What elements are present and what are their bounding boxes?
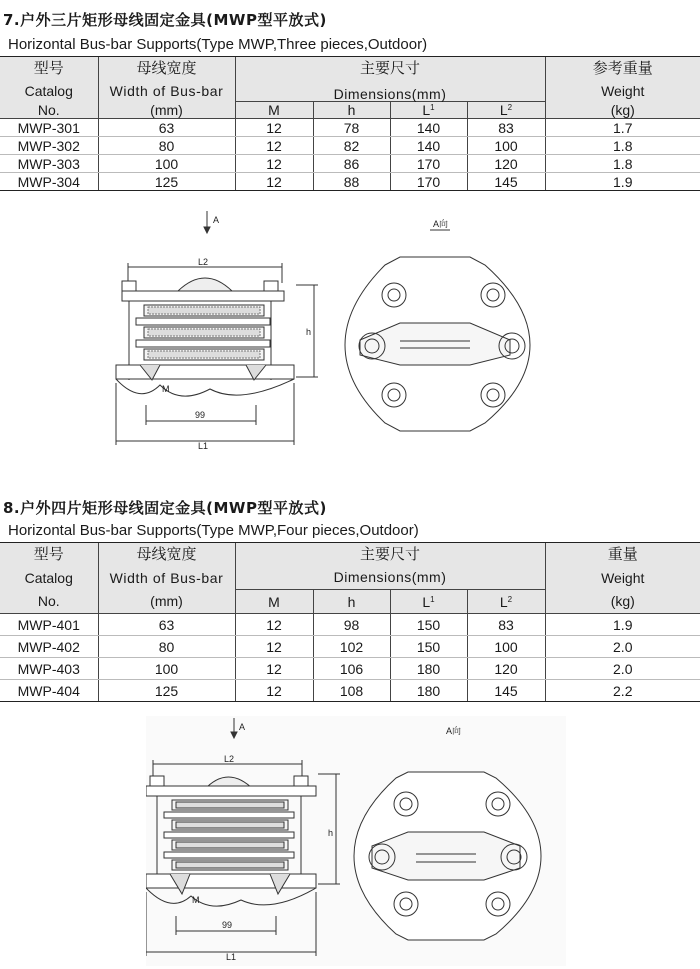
label-a-view: A向 (446, 726, 462, 736)
label-h: h (328, 828, 334, 838)
header-col-l2: $L^2$ (467, 590, 545, 614)
cell-dim-m: 12 (235, 636, 313, 658)
cell-catalog-no: MWP-301 (0, 119, 98, 137)
header-col-l2: $L^2$ (467, 102, 545, 119)
section1-drawing (100, 205, 660, 455)
header-col-h: h (313, 102, 390, 119)
cell-dim-l2: 120 (467, 155, 545, 173)
cell-catalog-no: MWP-404 (0, 680, 98, 702)
header-model-no: No. (0, 590, 98, 614)
cell-dim-l1: 140 (390, 119, 467, 137)
table-row (0, 155, 700, 173)
cell-weight: 1.7 (545, 119, 700, 137)
cell-weight: 2.0 (545, 658, 700, 680)
cell-dim-l1: 180 (390, 680, 467, 702)
cell-dim-h: 82 (313, 137, 390, 155)
section2-spec-table (0, 542, 700, 702)
header-weight-unit: (kg) (545, 590, 700, 614)
label-99: 99 (222, 920, 233, 930)
section2-title: 8.户外四片矩形母线固定金具(MWP型平放式) (3, 499, 327, 517)
view-arrow-head (204, 227, 210, 233)
table-row (0, 658, 700, 680)
cell-dim-m: 12 (235, 137, 313, 155)
cell-dim-m: 12 (235, 680, 313, 702)
header-model-en: Catalog (0, 566, 98, 590)
label-arrow-a: A (213, 215, 220, 225)
cell-dim-l1: 140 (390, 137, 467, 155)
label-l2: L2 (224, 754, 235, 764)
cell-dim-l1: 170 (390, 155, 467, 173)
cell-dim-l2: 100 (467, 137, 545, 155)
table-row (0, 614, 700, 636)
label-l1: L1 (226, 952, 237, 962)
cell-dim-l1: 150 (390, 614, 467, 636)
header-model-no: No. (0, 102, 98, 119)
label-h: h (306, 327, 312, 337)
cell-dim-l2: 145 (467, 680, 545, 702)
cell-bus-width: 100 (98, 658, 235, 680)
cell-catalog-no: MWP-304 (0, 173, 98, 191)
header-col-h: h (313, 590, 390, 614)
cell-dim-l1: 150 (390, 636, 467, 658)
cell-dim-l2: 83 (467, 614, 545, 636)
header-width-unit: (mm) (98, 590, 235, 614)
section1-title: 7.户外三片矩形母线固定金具(MWP型平放式) (3, 11, 327, 29)
header-dimensions-en: Dimensions(mm) (235, 566, 545, 590)
cell-dim-m: 12 (235, 658, 313, 680)
table-row (0, 137, 700, 155)
cell-weight: 1.9 (545, 614, 700, 636)
cell-dim-l2: 120 (467, 658, 545, 680)
header-col-m: M (235, 102, 313, 119)
section2-subtitle: Horizontal Bus-bar Supports(Type MWP,Four pieces,Outdoor) (8, 522, 419, 539)
header-weight-en: Weight (545, 566, 700, 590)
cell-dim-l2: 83 (467, 119, 545, 137)
header-col-m: M (235, 590, 313, 614)
cell-dim-m: 12 (235, 614, 313, 636)
table-row (0, 636, 700, 658)
cell-catalog-no: MWP-402 (0, 636, 98, 658)
label-99: 99 (195, 410, 206, 420)
cell-dim-h: 106 (313, 658, 390, 680)
cell-bus-width: 100 (98, 155, 235, 173)
header-model-cn: 型号 (0, 57, 98, 80)
header-dimensions-cn: 主要尺寸 (235, 57, 545, 80)
header-width-en: Width of Bus-bar (98, 80, 235, 102)
header-weight-unit: (kg) (545, 102, 700, 119)
cell-bus-width: 63 (98, 119, 235, 137)
section2-drawing (146, 716, 566, 966)
cell-bus-width: 125 (98, 680, 235, 702)
cell-dim-h: 108 (313, 680, 390, 702)
section1-spec-table (0, 56, 700, 191)
header-col-l1: $L^1$ (390, 102, 467, 119)
cell-dim-m: 12 (235, 119, 313, 137)
header-model-cn: 型号 (0, 543, 98, 566)
header-weight-cn: 参考重量 (545, 57, 700, 80)
cell-dim-l1: 170 (390, 173, 467, 191)
table-row (0, 119, 700, 137)
cell-weight: 1.8 (545, 137, 700, 155)
cell-weight: 1.8 (545, 155, 700, 173)
label-l1: L1 (198, 441, 209, 451)
cell-weight: 2.2 (545, 680, 700, 702)
table-row (0, 680, 700, 702)
cell-weight: 2.0 (545, 636, 700, 658)
label-m: M (162, 384, 170, 394)
cell-dim-l2: 145 (467, 173, 545, 191)
cell-weight: 1.9 (545, 173, 700, 191)
label-l2: L2 (198, 257, 209, 267)
cell-bus-width: 80 (98, 636, 235, 658)
cell-bus-width: 80 (98, 137, 235, 155)
cell-bus-width: 63 (98, 614, 235, 636)
cell-dim-h: 88 (313, 173, 390, 191)
cell-dim-l1: 180 (390, 658, 467, 680)
cell-catalog-no: MWP-303 (0, 155, 98, 173)
header-col-l1: $L^1$ (390, 590, 467, 614)
label-m: M (192, 895, 200, 905)
header-width-unit: (mm) (98, 102, 235, 119)
header-weight-cn: 重量 (545, 543, 700, 566)
cell-dim-h: 102 (313, 636, 390, 658)
cell-dim-h: 86 (313, 155, 390, 173)
cell-bus-width: 125 (98, 173, 235, 191)
header-model-en: Catalog (0, 80, 98, 102)
cell-dim-m: 12 (235, 173, 313, 191)
header-dimensions-cn: 主要尺寸 (235, 543, 545, 566)
cell-catalog-no: MWP-401 (0, 614, 98, 636)
cell-dim-l2: 100 (467, 636, 545, 658)
header-dimensions-en: Dimensions(mm) (235, 80, 545, 102)
cell-catalog-no: MWP-403 (0, 658, 98, 680)
header-weight-en: Weight (545, 80, 700, 102)
section1-subtitle: Horizontal Bus-bar Supports(Type MWP,Three pieces,Outdoor) (8, 36, 428, 53)
header-width-cn: 母线宽度 (98, 543, 235, 566)
cell-dim-h: 78 (313, 119, 390, 137)
header-width-en: Width of Bus-bar (98, 566, 235, 590)
table-row (0, 173, 700, 191)
label-a-view: A向 (433, 219, 449, 229)
cell-catalog-no: MWP-302 (0, 137, 98, 155)
cell-dim-m: 12 (235, 155, 313, 173)
cell-dim-h: 98 (313, 614, 390, 636)
label-arrow-a: A (239, 722, 246, 732)
header-width-cn: 母线宽度 (98, 57, 235, 80)
